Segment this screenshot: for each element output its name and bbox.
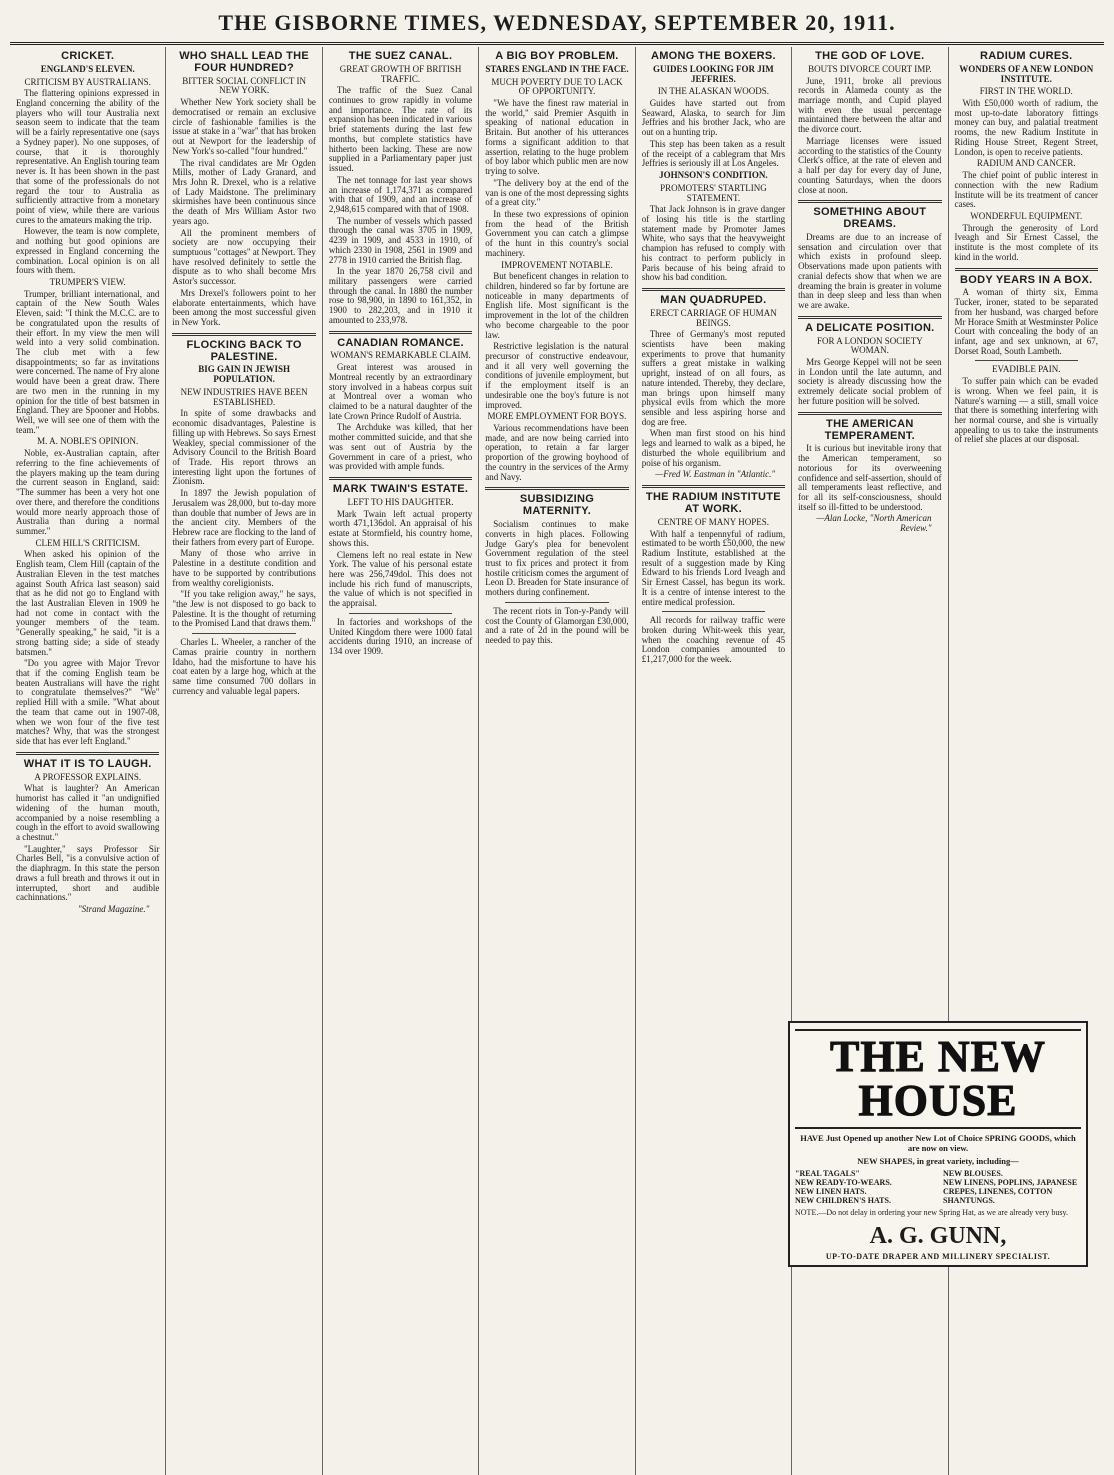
paragraph: In these two expressions of opinion from the head of the British Government you can catch a glimpse of the hunt in this country's social machinery. — [485, 208, 629, 258]
paragraph: This step has been taken as a result of the receipt of a cablegram that Mrs Jeffries is seriously ill at Los Angeles. — [641, 138, 786, 169]
paragraph: With £50,000 worth of radium, the most up-to-date laboratory fittings money can buy, and palatial treatment rooms, the new Radium Institute in Riding House Street, Regent Street, London, is open to receive patients. — [954, 98, 1098, 157]
subhead: BIG GAIN IN JEWISH POPULATION. — [198, 364, 291, 385]
paragraph: Socialism continues to make converts in high places. Following Judge Gary's plea for benevolent Government regulation of the steel trust to fix prices and protect it from hostile criticism comes the argument of Leon D. Breaden for State insurance of mothers during confinement. — [485, 519, 629, 598]
divider — [192, 633, 295, 634]
subhead: WONDERFUL EQUIPMENT. — [970, 210, 1083, 221]
ad-title: THE NEW HOUSE — [795, 1029, 1081, 1129]
subhead: FOR A LONDON SOCIETY WOMAN. — [816, 335, 923, 356]
subhead: LEFT TO HIS DAUGHTER. — [347, 496, 454, 507]
divider — [485, 487, 628, 490]
masthead: THE GISBORNE TIMES, WEDNESDAY, SEPTEMBER 20, 1911. — [10, 6, 1104, 45]
subhead: STARES ENGLAND IN THE FACE. — [485, 63, 629, 74]
subhead: FIRST IN THE WORLD. — [979, 86, 1073, 97]
paragraph: "We have the finest raw material in the world," said Premier Asquith in speaking of national education in Britain. But another of his utterances forms a significant addition to that assertion, relating to the huge problem of boy labor which public men are now trying to solve. — [485, 98, 629, 177]
signature: —Fred W. Eastman in "Atlantic." — [655, 469, 776, 480]
paragraph: Trumper, brilliant international, and captain of the New South Wales Eleven, said: "I think the M.C.C. are to be congratulated upon the results of their effort. In my view the men will weld into a very solid combination. The club met with a few disappointments; so far as invitations were concerned. The name of Fry alone would have been a great draw. There are two men in the running in my opinion for the title of best batsmen in England. They are Spooner and Hobbs. Well, we will see one of them with the team." — [16, 288, 160, 435]
subhead: ENGLAND'S ELEVEN. — [40, 63, 135, 74]
headline-god-of-love: THE GOD OF LOVE. — [815, 50, 925, 62]
paragraph: Many of those who arrive in Palestine in a destitute condition and have to be supported by contributions from wealthy coreligionists. — [172, 548, 316, 588]
paragraph: All records for railway traffic were broken during Whit-week this year, when the coaching revenue of 45 London companies amounted to £1,217,000 for the week. — [641, 615, 786, 665]
paragraph: In 1897 the Jewish population of Jerusalem was 28,000, but to-day more than double that number of Jews are in the ancient city. Members of the Hebrew race are flocking to the land of their fathers from every part of Europe. — [172, 488, 316, 547]
ad-note: NOTE.—Do not delay in ordering your new Spring Hat, as we are already very busy. — [795, 1208, 1068, 1217]
headline-palestine: FLOCKING BACK TO PALESTINE. — [186, 338, 302, 363]
divider — [329, 331, 472, 334]
paragraph: A woman of thirty six, Emma Tucker, ironer, stated to be separated from her husband, was charged before Mr Horace Smith at Westminster Police Court with concealing the body of an infant, age and sex unknown, at 67, Dorset Road, South Lambeth. — [954, 287, 1098, 356]
paragraph: In spite of some drawbacks and economic disadvantages, Palestine is filling up with Hebrews. So says Ernest Weakley, special commissioner of the Advisory Council to the British Board of Trade. His report throws an interesting light upon the fortunes of Zionism. — [172, 408, 316, 487]
headline-radium-cures: RADIUM CURES. — [979, 50, 1073, 62]
paragraph: "The delivery boy at the end of the van is one of the most depressing sights of a great city." — [485, 177, 629, 208]
subhead: TRUMPER'S VIEW. — [49, 276, 126, 287]
headline-dreams: SOMETHING ABOUT DREAMS. — [813, 206, 927, 231]
ad-intro: HAVE Just Opened up another New Lot of Choice SPRING GOODS, which are now on view. — [800, 1133, 1076, 1153]
paragraph: Noble, ex-Australian captain, after referring to the fine achievements of the players making up the team during the current season in England, said: "The summer has been a very hot one over there, and therefore the conditions would more nearly approach those of Australia than during a normal summer." — [16, 448, 160, 536]
ad-list-right — [943, 1169, 1081, 1205]
paragraph: "Laughter," says Professor Sir Charles Bell, "is a convulsive action of the diaphragm. In this state the person draws a full breath and throws it out in interrupted, short and audible cachinnations." — [16, 843, 160, 903]
paragraph: In the year 1870 26,758 civil and military passengers were carried through the canal. In 1880 the number rose to 98,900, in 1890 to 161,352, in 1900 to 282,203, and in 1910 it amounted to 233,978. — [328, 266, 473, 325]
ad-tagline: UP-TO-DATE DRAPER AND MILLINERY SPECIALIST. — [825, 1252, 1051, 1261]
divider — [642, 288, 785, 291]
signature: "Strand Magazine." — [77, 903, 150, 914]
paragraph: "Do you agree with Major Trevor that if the coming English team be beaten Australians will have the right to congratulate themselves?" "We" replied Hill with a smile. "What about the team that came out in 1907-08, when we won four of the five test matches? Why, that was the strongest side that has ever left England." — [16, 658, 160, 747]
divider — [798, 316, 941, 319]
divider — [329, 477, 472, 480]
subhead: CLEM HILL'S CRITICISM. — [35, 537, 140, 548]
paragraph: To suffer pain which can be evaded is wrong. When we feel pain, it is Nature's warning — a still, small voice that there is something interfering with her normal course, and she is virtually appealing to us to take the instruments of relief she places at our disposal. — [954, 376, 1098, 445]
divider — [505, 602, 608, 603]
headline-four-hundred: WHO SHALL LEAD THE FOUR HUNDRED? — [179, 50, 310, 74]
paragraph: Mrs George Keppel will not be seen in London until the late autumn, and society is already discussing how the extremely delicate social problem of her future position will be solved. — [798, 357, 942, 406]
paragraph: Various recommendations have been made, and are now being carried into operation, to retain a far larger proportion of the growing boyhood of the country in the services of the Army and Navy. — [485, 423, 629, 482]
subhead: MORE EMPLOYMENT FOR BOYS. — [487, 411, 627, 422]
paragraph: That Jack Johnson is in grave danger of losing his title is the startling statement made by Promoter James White, who says that the heavyweight champion has refused to comply with his contract to perform publicly in Paris because of his being afraid to show his bad condition. — [641, 204, 786, 283]
column-1 — [10, 47, 166, 1475]
ad-item: NEW BLOUSES. — [943, 1169, 1003, 1178]
paragraph: The rival candidates are Mr Ogden Mills, mother of Lady Granard, and Mrs John R. Drexel, who is a relative of Lady Maidstone. The preliminary skirmishes have been continuous since the death of Mrs William Astor two years ago. — [172, 157, 316, 226]
paragraph: Guides have started out from Seaward, Alaska, to search for Jim Jeffries and his brother Jack, who are out on a hunting trip. — [641, 98, 786, 138]
advertisement-new-house — [788, 1021, 1088, 1267]
paragraph: Great interest was aroused in Montreal recently by an extraordinary story involved in a habeas corpus suit at Montreal over a woman who claimed to be a natural daughter of the late Crown Prince Rudolf of Austria. — [328, 362, 473, 421]
subhead: IMPROVEMENT NOTABLE. — [501, 259, 613, 270]
headline-cricket: CRICKET. — [61, 50, 115, 62]
paragraph: What is laughter? An American humorist has called it "an undignified widening of the human mouth, accompanied by a noise resembling a cough in the effort to avoid swallowing a chestnut." — [16, 783, 160, 842]
headline-mark-twain: MARK TWAIN'S ESTATE. — [332, 483, 469, 496]
paragraph: Charles L. Wheeler, a rancher of the Camas prairie country in northern Idaho, had the misfortune to have his coat eaten by a large hog, which at the same time consumed 700 dollars in currency and valuable legal papers. — [172, 637, 316, 696]
paragraph: With half a tenpennyful of radium, estimated to be worth £50,000, the new Radium Institute, established at the result of a suggestion made by King Edward to his friends Lord Iveagh and Sir Ernest Cassel, has begun its work. It is a centre of intense interest to the entire medical profession. — [641, 528, 786, 607]
headline-man-quadruped: MAN QUADRUPED. — [660, 293, 767, 306]
ad-list — [795, 1169, 1081, 1205]
headline-boxers: AMONG THE BOXERS. — [650, 50, 776, 62]
subhead: WOMAN'S REMARKABLE CLAIM. — [330, 350, 471, 361]
subhead: GREAT GROWTH OF BRITISH TRAFFIC. — [339, 63, 462, 84]
column-4 — [479, 47, 635, 1475]
subhead: CRITICISM BY AUSTRALIANS. — [24, 76, 151, 87]
headline-delicate-position: A DELICATE POSITION. — [805, 321, 935, 334]
paragraph: Whether New York society shall be democratised or remain an exclusive circle of fashionable families is the issue at stake in a "war" that has broken out at Newport for the leadership of New York's so-called "four hundred." — [172, 97, 316, 156]
headline-maternity: SUBSIDIZING MATERNITY. — [519, 493, 595, 518]
divider — [642, 485, 785, 488]
paragraph: Through the generosity of Lord Iveagh and Sir Ernest Cassel, the institute is the most complete of its kind in the world. — [954, 222, 1098, 262]
paragraph: When man first stood on his hind legs and learned to walk as a biped, he disturbed the whole equilibrium and poise of his organism. — [641, 428, 786, 468]
headline-radium-institute: THE RADIUM INSTITUTE AT WORK. — [645, 491, 781, 515]
subhead: WONDERS OF A NEW LONDON INSTITUTE. — [959, 63, 1094, 84]
subhead: BOUTS DIVORCE COURT IMP. — [808, 63, 932, 74]
headline-body-years: BODY YEARS IN A BOX. — [959, 273, 1093, 286]
paragraph: When asked his opinion of the English team, Clem Hill (captain of the Australian Eleven in the test matches against South Africa last season) said that as he did not go to England with the last Australian Eleven in 1909 he had not come in contact with the younger members of the team. "Generally speaking," he said, "it is a strong batting side; a side of steady batsmen." — [16, 549, 160, 657]
ad-list-left — [795, 1169, 933, 1205]
paragraph: The recent riots in Ton-y-Pandy will cost the County of Glamorgan £30,000, and a rate of 2d in the pound will be needed to pay this. — [485, 605, 629, 645]
headline-canadian-romance: CANADIAN ROMANCE. — [337, 336, 464, 349]
paragraph: However, the team is now complete, and nothing but good opinions are expressed in England concerning the combination. Local opinion is on all fours with them. — [16, 226, 160, 276]
headline-boy-problem: A BIG BOY PROBLEM. — [495, 50, 619, 62]
divider — [975, 360, 1078, 361]
headline-american-temperament: THE AMERICAN TEMPERAMENT. — [824, 417, 916, 442]
subhead: PROMOTERS' STARTLING STATEMENT. — [660, 182, 767, 203]
subhead: CENTRE OF MANY HOPES. — [657, 516, 769, 527]
subhead: BITTER SOCIAL CONFLICT IN NEW YORK. — [182, 75, 306, 96]
ad-item: NEW READY-TO-WEARS. — [795, 1178, 892, 1187]
ad-item: NEW CHILDREN'S HATS. — [795, 1196, 891, 1205]
subhead: NEW INDUSTRIES HAVE BEEN ESTABLISHED. — [180, 386, 308, 407]
subhead: ERECT CARRIAGE OF HUMAN BEINGS. — [650, 307, 777, 328]
paragraph: In factories and workshops of the United Kingdom there were 1000 fatal accidents during 1910, an increase of 134 over 1909. — [328, 616, 473, 656]
divider — [798, 412, 941, 415]
paragraph: Marriage licenses were issued according to the statistics of the County Clerk's office, at the rate of eleven and a half per day for every day of June, counting Saturdays, when the doors close at noon. — [798, 135, 942, 195]
divider — [16, 752, 159, 755]
headline-suez: THE SUEZ CANAL. — [348, 50, 453, 62]
divider — [172, 333, 315, 336]
paragraph: Mark Twain left actual property worth 471,136dol. An appraisal of his estate at Stormfield, his country home, shows this. — [328, 508, 473, 548]
subhead: GUIDES LOOKING FOR JIM JEFFRIES. — [653, 63, 774, 84]
ad-merchant-name: A. G. GUNN, — [869, 1223, 1007, 1249]
divider — [349, 613, 452, 614]
paragraph: Three of Germany's most reputed scientists have been making experiments to prove that humanity suffers a great mistake in walking upright, instead of on all fours, as nature intended. Thereby, they declare, man brings upon himself many physical evils from which the more sensible and less aspiring horse and dog are free. — [641, 329, 786, 427]
subhead: M. A. NOBLE'S OPINION. — [37, 436, 139, 447]
paragraph: The flattering opinions expressed in England concerning the ability of the players who will tour Australia next season seem to indicate that the team will be a fairly representative one (says a Sydney paper). No one supposes, of course, that it is thoroughly representative. An English touring team never is. It has been shown in the past that some of the professionals do not regard the tour to Australia as sufficiently attractive from a monetary point of view, while there are various cures to the amateurs making the trip. — [16, 88, 160, 225]
subhead: MUCH POVERTY DUE TO LACK OF OPPORTUNITY. — [491, 76, 623, 97]
subhead: RADIUM AND CANCER. — [976, 158, 1076, 169]
divider — [662, 611, 765, 612]
divider — [798, 200, 941, 203]
column-5 — [636, 47, 792, 1475]
ad-item: NEW LINENS, POPLINS, JAPANESE CREPES, LINENES, COTTON SHANTUNGS. — [943, 1178, 1078, 1205]
ad-shapes: NEW SHAPES, in great variety, including— — [857, 1156, 1019, 1166]
paragraph: The number of vessels which passed through the canal was 3705 in 1909, 4239 in 1909, and 4533 in 1910, of which 2330 in 1908, 2561 in 1909 and 2778 in 1910 carried the British flag. — [328, 215, 473, 265]
column-3 — [323, 47, 479, 1475]
paragraph: But beneficent changes in relation to children, hindered so far by fortune are noticeable in many departments of English life. Most significant is the improvement in the lot of the children who become chargeable to the poor law. — [485, 271, 629, 340]
paragraph: It is curious but inevitable irony that the American temperament, so notorious for its overweening confidence and self-assertion, should of all temperaments least reflective, and for all its self-consciousness, should itself so ill-fitted to be understood. — [798, 443, 942, 512]
paragraph: The traffic of the Suez Canal continues to grow rapidly in volume and importance. The rate of its expansion has been indicated in various brief statements during the last few months, but complete statistics have hitherto been lacking. These are now supplied in a Parliamentary paper just issued. — [328, 85, 473, 174]
divider — [955, 268, 1098, 271]
paragraph: The net tonnage for last year shows an increase of 1,174,371 as compared with that of 1909, and an increase of 2,948,615 compared with that of 1908. — [328, 174, 473, 214]
paragraph: June, 1911, broke all previous records in Alameda county as the marriage month, and Cupid played with even the usual percentage maintained there between the altar and the divorce court. — [798, 75, 942, 135]
paragraph: Restrictive legislation is the natural precursor of constructive endeavour, and it all very well governing the conditions of juvenile employment, but if the employment itself is an undesirable one the boy's future is not improved. — [485, 341, 629, 410]
paragraph: "If you take religion away," he says, "the Jew is not disposed to go back to Palestine. It is the thought of returning to the Promised Land that draws them." — [172, 589, 316, 629]
paragraph: All the prominent members of society are now occupying their sumptuous "cottages" at Newport. They have resolved definitely to settle the dispute as to who shall become Mrs Astor's successor. — [172, 227, 316, 287]
headline-laugh: WHAT IT IS TO LAUGH. — [23, 757, 152, 770]
signature: —Alan Locke, "North American Review." — [816, 513, 932, 534]
subhead: IN THE ALASKAN WOODS. — [657, 86, 769, 97]
paragraph: The Archduke was killed, that her mother committed suicide, and that she was sent out of Austria by the Government in care of a priest, who was provided with ample funds. — [328, 422, 473, 472]
paragraph: Dreams are due to an increase of sensation and circulation over that which exists in profound sleep. Observations made upon patients with cranial defects show that when we are dreaming the brain is greater in volume than in deep sleep and less than when we are awake. — [798, 231, 942, 310]
subhead: EVADIBLE PAIN. — [991, 364, 1061, 375]
column-2 — [166, 47, 322, 1475]
paragraph: The chief point of public interest in connection with the new Radium Institute will be its treatment of cancer cases. — [954, 170, 1098, 210]
subhead: JOHNSON'S CONDITION. — [659, 170, 768, 181]
paragraph: Clemens left no real estate in New York. The value of his personal estate here was 256,749dol. This does not include his rich fund of manuscripts, the value of which is not specified in the appraisal. — [328, 549, 473, 609]
paragraph: Mrs Drexel's followers point to her elaborate entertainments, which have been among the most successful given in New York. — [172, 287, 316, 327]
subhead: A PROFESSOR EXPLAINS. — [34, 771, 142, 782]
ad-item: "REAL TAGALS" — [795, 1169, 860, 1178]
ad-item: NEW LINEN HATS. — [795, 1187, 867, 1196]
